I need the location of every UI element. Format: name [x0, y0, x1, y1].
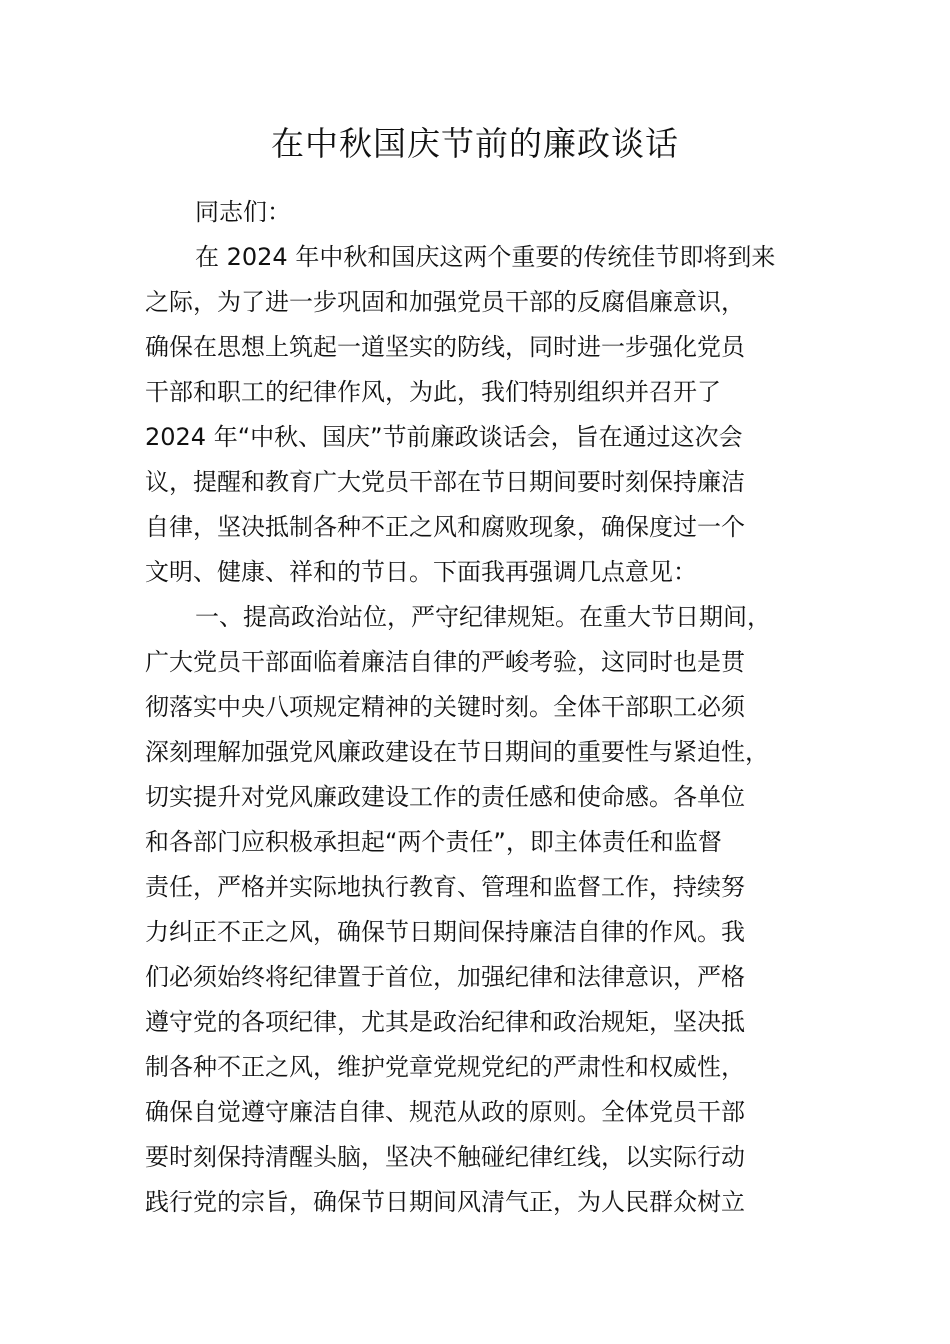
- paragraph-line: 确保自觉遵守廉洁自律、规范从政的原则。全体党员干部: [145, 1098, 745, 1126]
- salutation-line: 同志们：: [195, 198, 291, 226]
- paragraph-line: 和各部门应积极承担起“两个责任”，即主体责任和监督: [145, 828, 722, 856]
- paragraph-line: 制各种不正之风，维护党章党规党纪的严肃性和权威性，: [145, 1053, 745, 1081]
- paragraph-line: 在 2024 年中秋和国庆这两个重要的传统佳节即将到来: [195, 243, 776, 271]
- document-body: [145, 190, 810, 1225]
- paragraph-line: 干部和职工的纪律作风，为此，我们特别组织并召开了: [145, 378, 721, 406]
- document-title: 在中秋国庆节前的廉政谈话: [271, 124, 679, 163]
- section-heading-line: 一、提高政治站位，严守纪律规矩。在重大节日期间，: [195, 603, 771, 631]
- paragraph-line: 文明、健康、祥和的节日。下面我再强调几点意见：: [145, 558, 697, 586]
- paragraph-line: 广大党员干部面临着廉洁自律的严峻考验，这同时也是贯: [145, 648, 745, 676]
- paragraph-line: 彻落实中央八项规定精神的关键时刻。全体干部职工必须: [145, 693, 745, 721]
- paragraph-line: 深刻理解加强党风廉政建设在节日期间的重要性与紧迫性，: [145, 738, 769, 766]
- paragraph-line: 力纠正不正之风，确保节日期间保持廉洁自律的作风。我: [145, 918, 745, 946]
- paragraph-line: 议，提醒和教育广大党员干部在节日期间要时刻保持廉洁: [145, 468, 745, 496]
- paragraph-line: 之际，为了进一步巩固和加强党员干部的反腐倡廉意识，: [145, 288, 745, 316]
- paragraph-line: 们必须始终将纪律置于首位，加强纪律和法律意识，严格: [145, 963, 745, 991]
- paragraph-line: 践行党的宗旨，确保节日期间风清气正，为人民群众树立: [145, 1188, 745, 1216]
- paragraph-line: 切实提升对党风廉政建设工作的责任感和使命感。各单位: [145, 783, 745, 811]
- paragraph-line: 2024 年“中秋、国庆”节前廉政谈话会，旨在通过这次会: [145, 423, 743, 451]
- paragraph-line: 责任，严格并实际地执行教育、管理和监督工作，持续努: [145, 873, 745, 901]
- paragraph-line: 自律，坚决抵制各种不正之风和腐败现象，确保度过一个: [145, 513, 745, 541]
- paragraph-line: 确保在思想上筑起一道坚实的防线，同时进一步强化党员: [145, 333, 745, 361]
- paragraph-line: 遵守党的各项纪律，尤其是政治纪律和政治规矩，坚决抵: [145, 1008, 745, 1036]
- paragraph-line: 要时刻保持清醒头脑，坚决不触碰纪律红线，以实际行动: [145, 1143, 745, 1171]
